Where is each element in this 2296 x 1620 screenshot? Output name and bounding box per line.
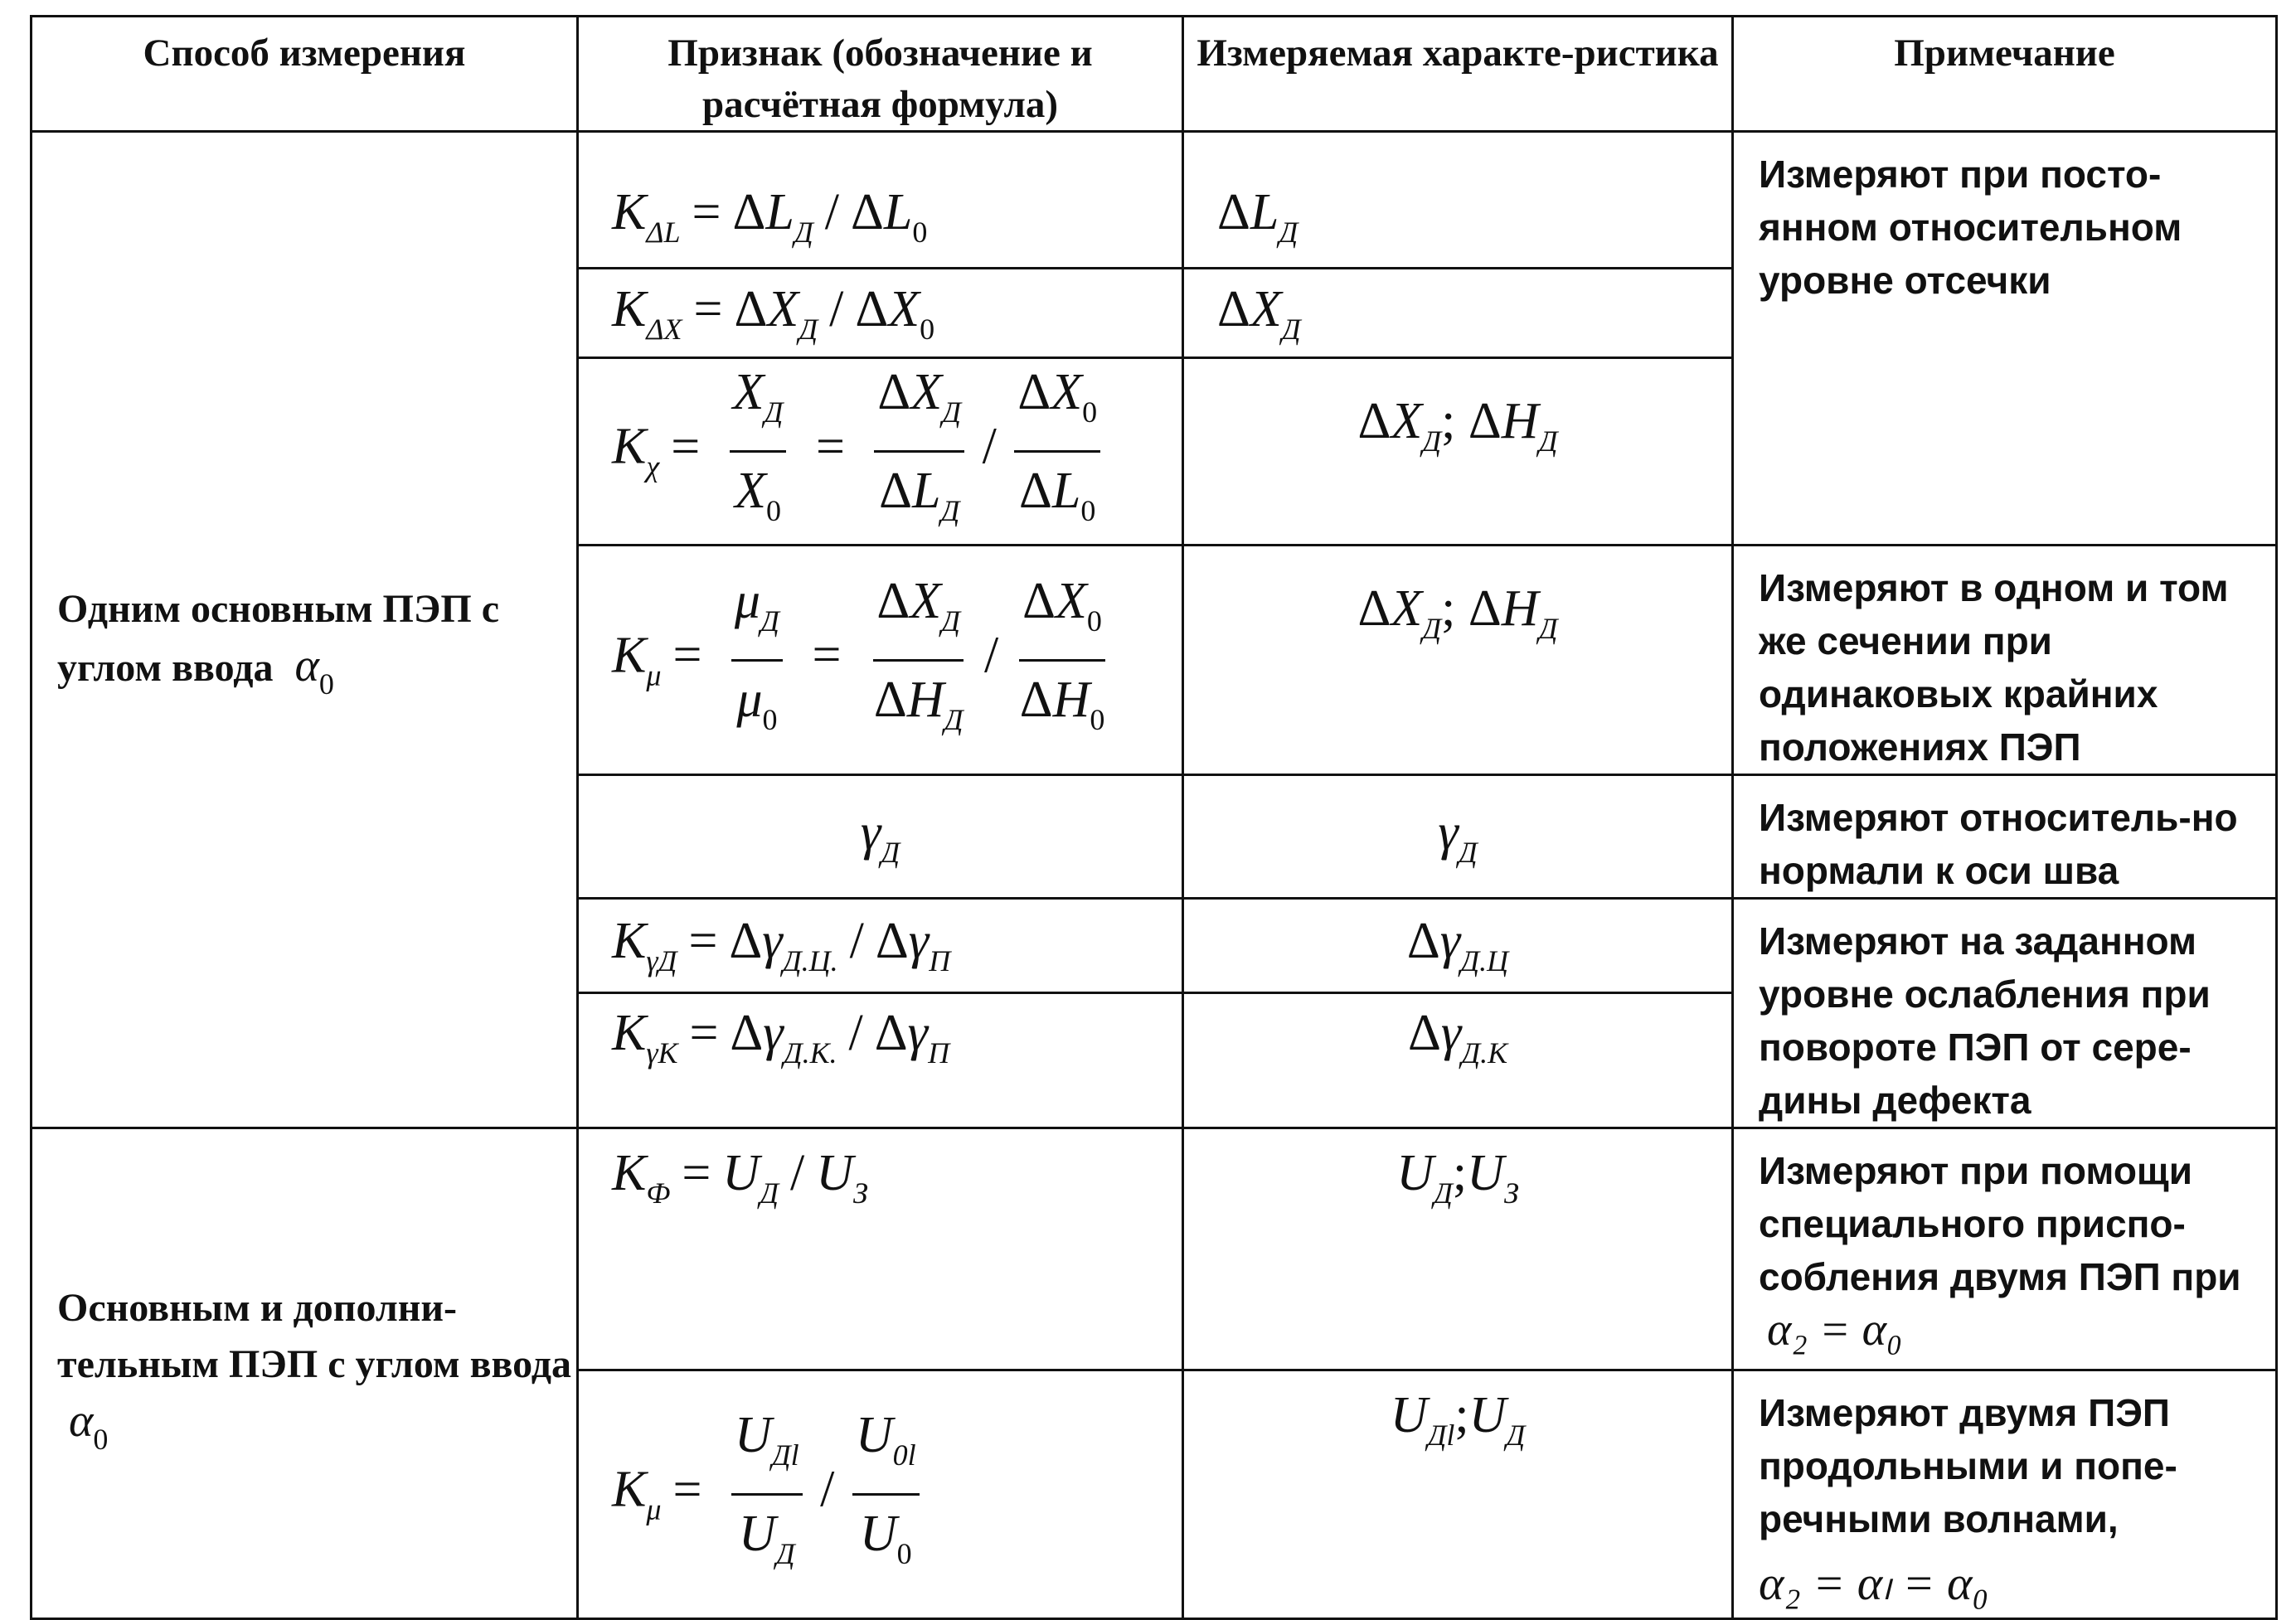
measured-ud-uz: $U_Д;U_З$ xyxy=(1183,1128,1733,1370)
formula-k-phi: $K_Ф = U_Д / U_З$ xyxy=(578,1128,1183,1370)
note-text: Измеряют двумя ПЭП продольными и попе-речными волнами, xyxy=(1759,1391,2177,1540)
note-same-section: Измеряют в одном и том же сечении при одинаковых крайних положениях ПЭП xyxy=(1733,546,2277,775)
note-formula: α₂ = αₗ = α₀ xyxy=(1759,1556,1989,1610)
alpha0-symbol: $\alpha_0$ xyxy=(294,639,334,701)
measurement-methods-table xyxy=(30,15,2278,1620)
measured-dx: $\Delta X_Д$ xyxy=(1183,269,1733,358)
note-attenuation-level: Измеряют на заданном уровне ослабления при повороте ПЭП от сере-дины дефекта xyxy=(1733,899,2277,1128)
note-text: Измеряют при помощи специального приспо-собления двумя ПЭП при xyxy=(1759,1149,2241,1298)
method-text: Одним основным ПЭП с углом ввода xyxy=(57,586,500,690)
header-method: Способ измерения xyxy=(32,17,578,132)
measured-gamma-d: $\gamma_Д$ xyxy=(1183,775,1733,899)
formula-k-dx: $K_{\Delta X} = \Delta X_Д / \Delta X_0$ xyxy=(578,269,1183,358)
header-note: Примечание xyxy=(1733,17,2277,132)
measured-dx-dh-1: $\Delta X_Д$; $\Delta H_Д$ xyxy=(1183,358,1733,546)
note-normal-axis: Измеряют относитель-но нормали к оси шва xyxy=(1733,775,2277,899)
table-row xyxy=(32,132,2277,269)
formula-k-gamma-d: $K_{\gamma Д} = \Delta\gamma_{Д.Ц.} / \Delta\gamma_П$ xyxy=(578,899,1183,993)
header-sign: Признак (обозначение и расчётная формула) xyxy=(578,17,1183,132)
table-row xyxy=(32,1128,2277,1370)
formula-k-mu: $K_\mu$ = $\frac{\mu_Д}{\mu_0}$ = $\frac{\Delta X_Д}{\Delta H_Д}$ / $\frac{\Delta X_0}{\Delta H_0}$ xyxy=(578,546,1183,775)
note-special-fixture xyxy=(1733,1128,2277,1370)
header-measured: Измеряемая характе-ристика xyxy=(1183,17,1733,132)
formula-gamma-d: $\gamma_Д$ xyxy=(578,775,1183,899)
measured-dgamma-dk: $\Delta\gamma_{Д.К}$ xyxy=(1183,992,1733,1128)
formula-k-mu-dual: $K_\mu$ = $\frac{U_{Дl}}{U_Д}$ / $\frac{U_{0l}}{U_0}$ xyxy=(578,1370,1183,1619)
method-cell-single xyxy=(32,132,578,1128)
formula-k-dl: $K_{\Delta L} = \Delta L_Д / \Delta L_0$ xyxy=(578,132,1183,269)
formula-k-chi: $K_\chi$ = $\frac{X_Д}{X_0}$ = $\frac{\Delta X_Д}{\Delta L_Д}$ / $\frac{\Delta X_0}{\Delta L_0}$ xyxy=(578,358,1183,546)
measured-udl-ud: $U_{Дl};U_Д$ xyxy=(1183,1370,1733,1619)
formula-k-gamma-k: $K_{\gamma К} = \Delta\gamma_{Д.К.} / \Delta\gamma_П$ xyxy=(578,992,1183,1128)
measured-dl: $\Delta L_Д$ xyxy=(1183,132,1733,269)
method-text: Основным и дополни-тельным ПЭП с углом ввода xyxy=(57,1285,572,1386)
measured-dx-dh-2: $\Delta X_Д$; $\Delta H_Д$ xyxy=(1183,546,1733,775)
note-cutoff-level: Измеряют при посто-янном относительном уровне отсечки xyxy=(1733,132,2277,546)
note-two-waves xyxy=(1733,1370,2277,1619)
alpha0-symbol: $\alpha_0$ xyxy=(69,1394,109,1456)
note-formula: α₂ = α₀ xyxy=(1767,1304,1903,1356)
method-cell-dual xyxy=(32,1128,578,1619)
header-row xyxy=(32,17,2277,132)
measured-dgamma-dc: $\Delta\gamma_{Д.Ц}$ xyxy=(1183,899,1733,993)
